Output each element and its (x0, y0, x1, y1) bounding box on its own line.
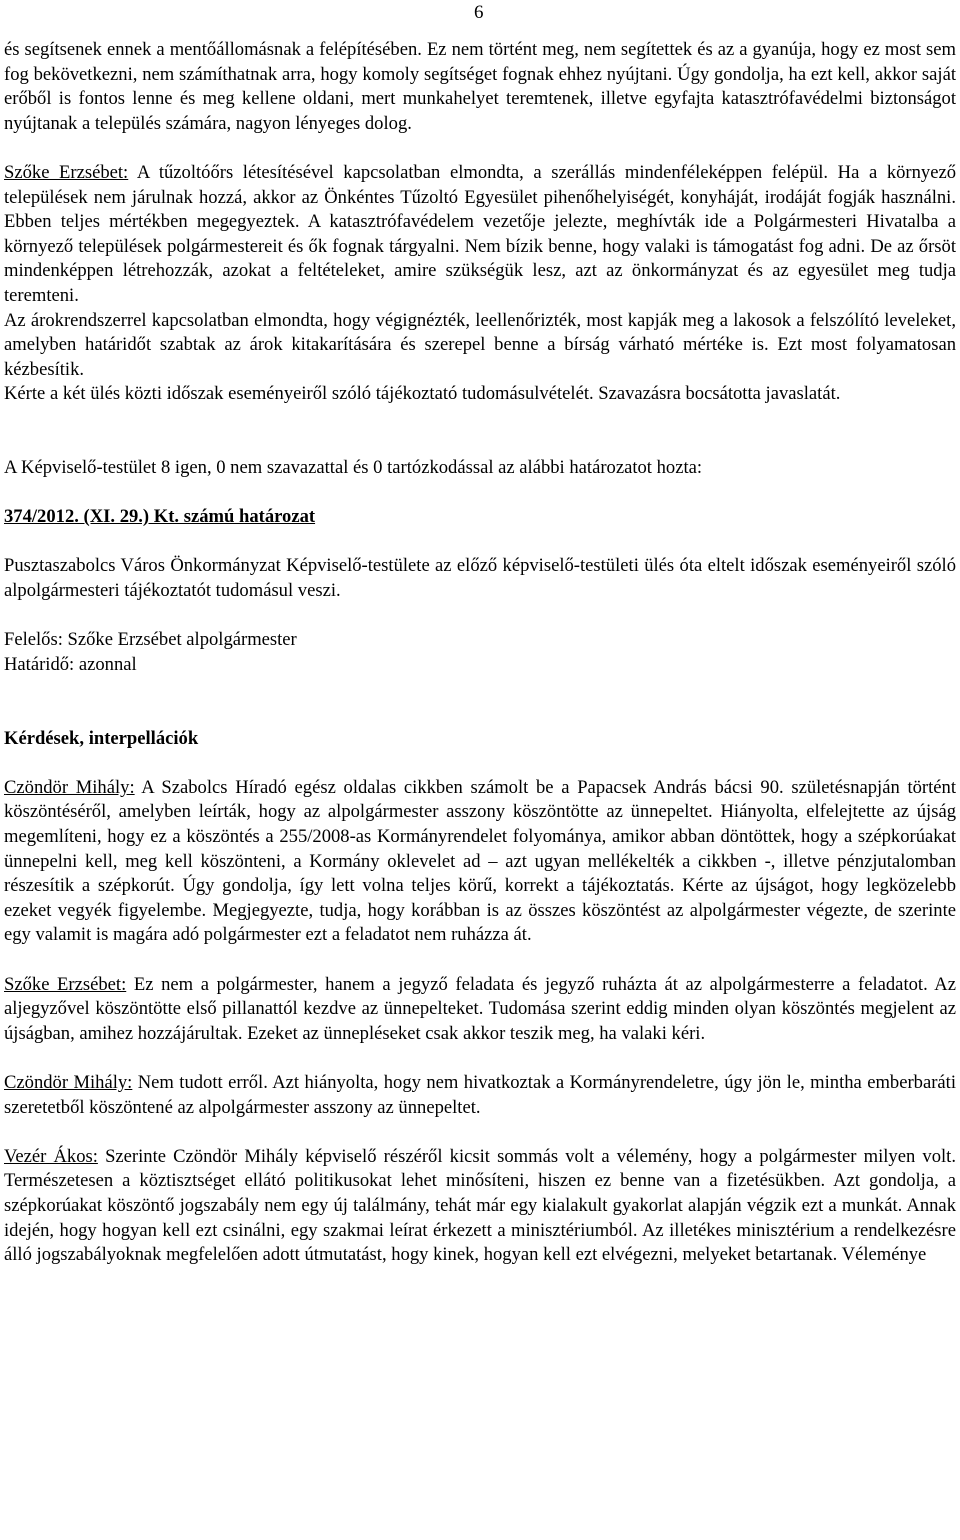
paragraph-czondor-2 (4, 1071, 956, 1120)
resolution-text: Pusztaszabolcs Város Önkormányzat Képviselő-testülete az előző képviselő-testületi ülés óta eltelt időszak eseményeiről szóló alpolgármesteri tájékoztatót tudomásul veszi. (4, 555, 956, 602)
page-number: 6 (474, 2, 484, 23)
speaker-text: Szerinte Czöndör Mihály képviselő részéről kicsit sommás volt a vélemény, hogy a polgármester milyen volt. Természetesen a köztisztséget ellátó politikusokat lehet minősíteni, hiszen ez benne van a fizetésükben. Azt gondolja, a szépkorúakat köszöntő jogszabály nem egy új találmány, tehát már egy kialakult gyakorlat alapján végzik ezt a munkát. Annak idején, hogy hogyan kell ezt csinálni, egy szakmai leírat érkezett a minisztériumból. Az illetékes minisztérium a rendelkezésre álló jogszabályoknak megfelelően adott útmutatást, hogy kinek, hogyan kell ezt elvégezni, melyeket betartanak. Véleménye (4, 1145, 956, 1266)
speaker-name: Szőke Erzsébet: (4, 973, 127, 995)
spacer (4, 1046, 956, 1071)
spacer (4, 481, 956, 506)
responsible-line: Felelős: Szőke Erzsébet alpolgármester (4, 629, 297, 651)
paragraph-vezer (4, 1145, 956, 1268)
spacer (4, 948, 956, 973)
speaker-name: Czöndör Mihály: (4, 1071, 133, 1093)
speaker-name: Czöndör Mihály: (4, 776, 135, 798)
paragraph-szavazas-kerese: Kérte a két ülés közti időszak eseményeiről szóló tájékoztató tudomásulvételét. Szavazásra bocsátotta javaslatát. (4, 383, 841, 405)
speaker-text: A Szabolcs Híradó egész oldalas cikkben számolt be a Papacsek András bácsi 90. születésnapján történt köszöntéséről, amelyben leírták, hogy az alpolgármester asszony köszöntötte az ünnepeltet. Hiányolta, elfelejtette az újság megemlíteni, hogy ez a köszöntés a 255/2008-as Kormányrendelet folyománya, amikor abban döntöttek, hogy a szépkorúakat ünnepelni kell, meg kell köszönteni, a Kormány oklevelet ad – azt ugyan mellékelték a cikkben -, illetve pénzjutalomban részesítik a szépkorút. Úgy gondolja, így lett volna teljes körű, korrekt a tájékoztatás. Kérte az újságot, hogy legközelebb ezeket vegyék figyelembe. Megjegyezte, tudja, hogy korábban is az összes köszöntést az alpolgármester végezte, de szerinte egy valamit is magára adó polgármester ezt a feladatot nem ruházza át. (4, 776, 957, 946)
paragraph-tuzoltoors (4, 161, 956, 309)
vote-result: A Képviselő-testület 8 igen, 0 nem szavazattal és 0 tartózkodással az alábbi határozatot hozta: (4, 457, 703, 479)
speaker-text: A tűzoltóőrs létesítésével kapcsolatban elmondta, a szerállás mindenféleképpen felépül. Ha a környező települések nem járulnak hozzá, akkor az Önkéntes Tűzoltó Egyesület pihenőhelyiségét, konyháját, irodáját fogják használni. Ebben teljes mértékben megegyeztek. A katasztrófavédelem vezetője jelezte, meghívták ide a Polgármesteri Hivatalba a környező települések polgármestereit és ők fognak tárgyalni. Nem bízik benne, hogy valaki is támogatást fog adni. De az őrsöt mindenképpen létrehozzák, azokat a feltételeket, amire szükségük lesz, azt az önkormányzat és az egyesület meg tudja teremteni. (4, 161, 957, 306)
spacer (4, 1120, 956, 1145)
spacer (4, 407, 956, 456)
resolution-title: 374/2012. (XI. 29.) Kt. számú határozat (4, 506, 316, 528)
deadline-line: Határidő: azonnal (4, 653, 137, 675)
spacer (4, 677, 956, 726)
paragraph-arokrendszer: Az árokrendszerrel kapcsolatban elmondta, hogy végignézték, leellenőrizték, most kapják meg a lakosok a felszólító leveleket, amelyben határidőt szabtak az árok kitakarítására és szerepel benne a bírság várható mértéke is. Ezt most folyamatosan kézbesítik. (4, 309, 956, 380)
spacer (4, 136, 956, 161)
speaker-name: Vezér Ákos: (4, 1145, 98, 1167)
speaker-text: Ez nem a polgármester, hanem a jegyző feladata és jegyző ruházta át az alpolgármesterre a feladatot. Az aljegyzővel köszöntötte első pillanattól kezdve az ünnepelteket. Tudomása szerint eddig minden olyan köszöntés megjelent az újságban, amihez hozzájárultak. Ezeket az ünnepléseket csak akkor teszik meg, ha valaki kéri. (4, 973, 956, 1044)
spacer (4, 751, 956, 776)
spacer (4, 530, 956, 555)
paragraph-mentoallomas: és segítsenek ennek a mentőállomásnak a felépítésében. Ez nem történt meg, nem segítettek és az a gyanúja, hogy ez most sem fog bekövetkezni, nem számíthatnak arra, hogy komoly segítséget fognak ehhez nyújtani. Úgy gondolja, ha ezt kell, akkor saját erőből is fontos lenne és meg kellene oldani, mert munkahelyet teremtenek, illetve egyfajta katasztrófavédelmi biztonságot nyújtanak a település számára, nagyon lényeges dolog. (4, 39, 956, 134)
document-body (4, 38, 956, 1268)
paragraph-szoke (4, 973, 956, 1047)
speaker-name: Szőke Erzsébet: (4, 161, 129, 183)
speaker-text: Nem tudott erről. Azt hiányolta, hogy nem hivatkoztak a Kormányrendeletre, úgy jön le, mintha emberbaráti szeretetből köszöntené az alpolgármester asszony az ünnepeltet. (4, 1071, 956, 1118)
spacer (4, 604, 956, 629)
section-heading: Kérdések, interpellációk (4, 727, 199, 749)
paragraph-czondor-1 (4, 776, 956, 948)
